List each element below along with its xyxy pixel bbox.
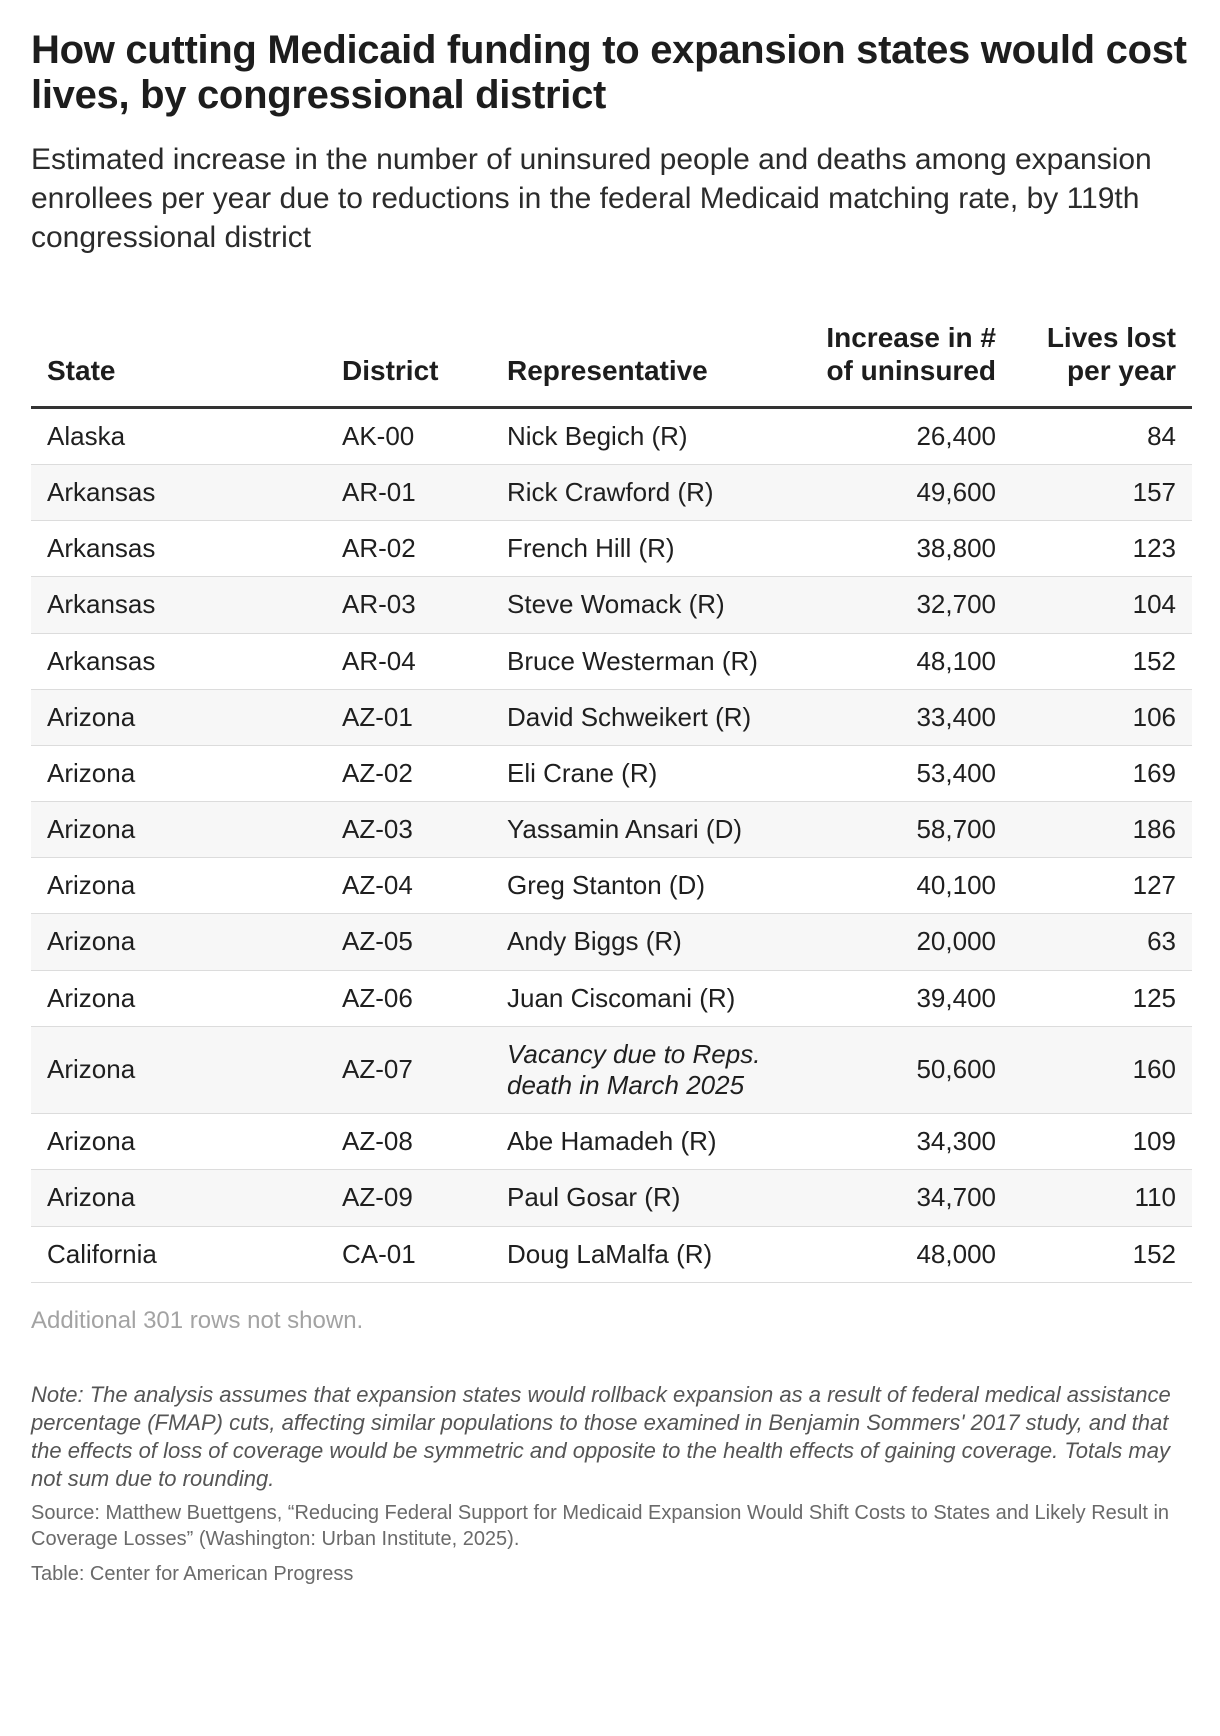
cell-state: Arizona [31,970,326,1026]
table-row [31,858,1192,914]
cell-lives-lost: 106 [1012,689,1192,745]
cell-lives-lost: 127 [1012,858,1192,914]
more-rows-note: Additional 301 rows not shown. [31,1306,364,1334]
cell-lives-lost: 169 [1012,745,1192,801]
cell-lives-lost: 125 [1012,970,1192,1026]
footnote: Note: The analysis assumes that expansion states would rollback expansion as a result of federal medical assistance percentage (FMAP) cuts, affecting similar populations to those examined in Benjamin Sommers' 2017 study, and that the effects of loss of coverage would be symmetric and opposite to the health effects of gaining coverage. Totals may not sum due to rounding. [31,1381,1171,1492]
cell-district: AZ-01 [326,689,491,745]
table-header-row [31,321,1192,408]
column-header-uninsured-increase: Increase in # of uninsured [791,321,1012,408]
cell-lives-lost: 63 [1012,914,1192,970]
cell-state: Arizona [31,914,326,970]
table-row [31,970,1192,1026]
cell-representative: Doug LaMalfa (R) [491,1226,791,1282]
table-header [31,321,1192,408]
cell-representative: Yassamin Ansari (D) [491,802,791,858]
cell-uninsured-increase: 38,800 [791,521,1012,577]
cell-lives-lost: 84 [1012,407,1192,464]
column-header-state: State [31,321,326,408]
cell-state: Arkansas [31,577,326,633]
cell-district: CA-01 [326,1226,491,1282]
table-row [31,633,1192,689]
cell-district: AR-01 [326,464,491,520]
cell-district: AZ-02 [326,745,491,801]
cell-uninsured-increase: 53,400 [791,745,1012,801]
cell-district: AZ-04 [326,858,491,914]
cell-representative: Nick Begich (R) [491,407,791,464]
cell-district: AZ-03 [326,802,491,858]
cell-uninsured-increase: 39,400 [791,970,1012,1026]
chart-subtitle: Estimated increase in the number of uninsured people and deaths among expansion enrollees per year due to reductions in the federal Medicaid matching rate, by 119th congressional district [31,142,1152,254]
cell-district: AZ-06 [326,970,491,1026]
cell-state: Arizona [31,1114,326,1170]
table-row [31,521,1192,577]
cell-representative: Andy Biggs (R) [491,914,791,970]
cell-uninsured-increase: 32,700 [791,577,1012,633]
cell-lives-lost: 109 [1012,1114,1192,1170]
cell-representative: Bruce Westerman (R) [491,633,791,689]
cell-state: Arizona [31,858,326,914]
cell-lives-lost: 160 [1012,1026,1192,1113]
cell-district: AR-02 [326,521,491,577]
cell-representative: Vacancy due to Reps. death in March 2025 [491,1026,791,1113]
cell-uninsured-increase: 50,600 [791,1026,1012,1113]
cell-district: AK-00 [326,407,491,464]
cell-uninsured-increase: 48,000 [791,1226,1012,1282]
cell-district: AR-04 [326,633,491,689]
table-row [31,745,1192,801]
cell-district: AZ-08 [326,1114,491,1170]
cell-representative: Eli Crane (R) [491,745,791,801]
cell-district: AZ-07 [326,1026,491,1113]
table-row [31,914,1192,970]
column-header-district: District [326,321,491,408]
cell-state: Arkansas [31,464,326,520]
table-row [31,1026,1192,1113]
cell-representative: Rick Crawford (R) [491,464,791,520]
cell-uninsured-increase: 34,700 [791,1170,1012,1226]
cell-representative: French Hill (R) [491,521,791,577]
cell-lives-lost: 152 [1012,633,1192,689]
cell-district: AZ-09 [326,1170,491,1226]
cell-lives-lost: 123 [1012,521,1192,577]
cell-uninsured-increase: 48,100 [791,633,1012,689]
table-row [31,577,1192,633]
cell-district: AR-03 [326,577,491,633]
cell-representative: Greg Stanton (D) [491,858,791,914]
column-header-lives-lost: Lives lost per year [1012,321,1192,408]
cell-lives-lost: 157 [1012,464,1192,520]
cell-representative: David Schweikert (R) [491,689,791,745]
cell-uninsured-increase: 49,600 [791,464,1012,520]
cell-lives-lost: 104 [1012,577,1192,633]
cell-uninsured-increase: 40,100 [791,858,1012,914]
cell-lives-lost: 110 [1012,1170,1192,1226]
cell-lives-lost: 186 [1012,802,1192,858]
table-body [31,407,1192,1282]
cell-uninsured-increase: 20,000 [791,914,1012,970]
cell-representative: Steve Womack (R) [491,577,791,633]
table-row [31,407,1192,464]
source-note: Source: Matthew Buettgens, “Reducing Federal Support for Medicaid Expansion Would Shift Costs to States and Likely Result in Coverage Losses” (Washington: Urban Institute, 2025). [31,1502,1170,1550]
table-row [31,1170,1192,1226]
table-row [31,1114,1192,1170]
cell-state: Arkansas [31,633,326,689]
cell-uninsured-increase: 58,700 [791,802,1012,858]
data-table [31,321,1192,1283]
cell-representative: Juan Ciscomani (R) [491,970,791,1026]
cell-state: Arizona [31,1026,326,1113]
cell-representative: Abe Hamadeh (R) [491,1114,791,1170]
table-row [31,464,1192,520]
cell-state: Arizona [31,689,326,745]
cell-uninsured-increase: 33,400 [791,689,1012,745]
table-row [31,689,1192,745]
cell-district: AZ-05 [326,914,491,970]
cell-state: California [31,1226,326,1282]
cell-uninsured-increase: 26,400 [791,407,1012,464]
cell-uninsured-increase: 34,300 [791,1114,1012,1170]
column-header-representative: Representative [491,321,791,408]
cell-state: Arkansas [31,521,326,577]
table-row [31,802,1192,858]
cell-representative: Paul Gosar (R) [491,1170,791,1226]
cell-state: Arizona [31,745,326,801]
chart-title: How cutting Medicaid funding to expansion states would cost lives, by congressional district [31,28,1187,117]
credit-note: Table: Center for American Progress [31,1562,354,1585]
cell-lives-lost: 152 [1012,1226,1192,1282]
table-row [31,1226,1192,1282]
cell-state: Alaska [31,407,326,464]
cell-state: Arizona [31,1170,326,1226]
cell-state: Arizona [31,802,326,858]
